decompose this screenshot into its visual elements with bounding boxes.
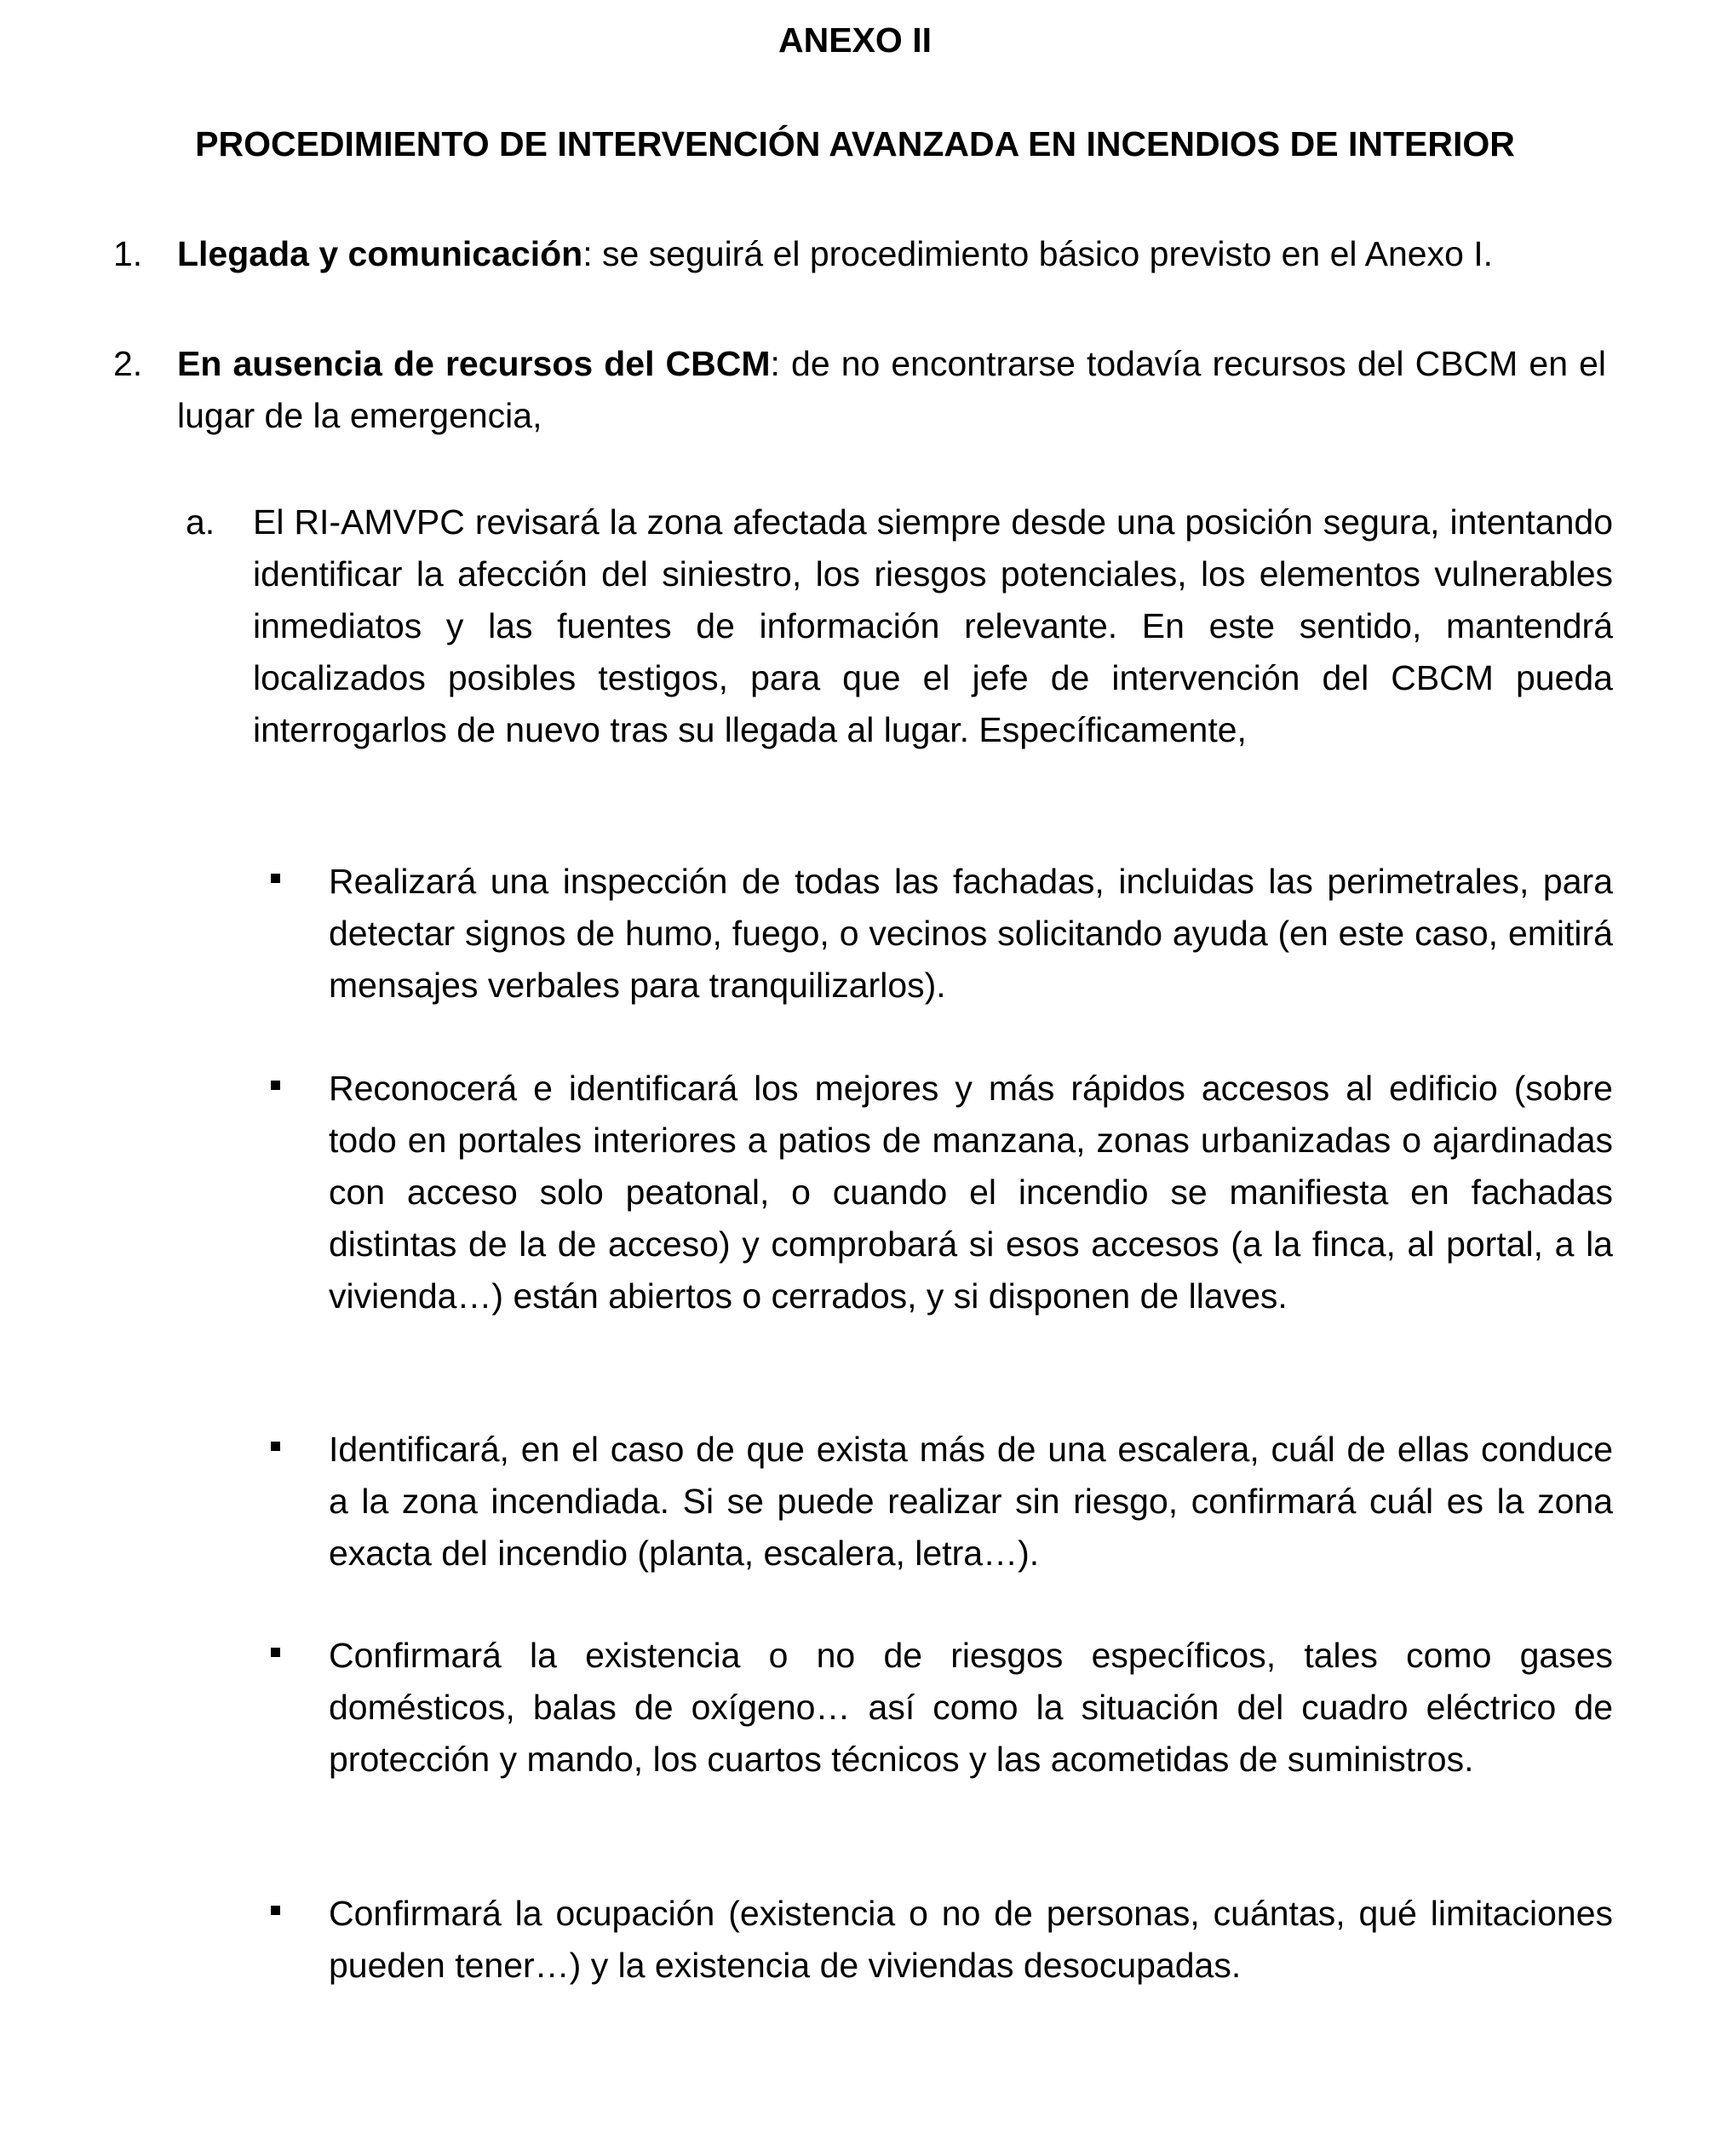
item-1-label: Llegada y comunicación: [177, 234, 583, 273]
annex-title: ANEXO II: [778, 20, 932, 60]
bullet-item-4: Confirmará la existencia o no de riesgos específicos, tales como gases domésticos, balas de oxígeno… así como la situación del cuadro eléctrico de protección y mando, los cuartos técnicos y las acometidas de suministros.: [329, 1636, 1613, 1779]
bullet-square-icon: [271, 1648, 280, 1657]
item-2-number: 2.: [113, 344, 143, 383]
bullet-square-icon: [271, 1442, 280, 1451]
bullet-square-icon: [271, 1081, 280, 1090]
bullet-item-2: Reconocerá e identificará los mejores y más rápidos accesos al edificio (sobre todo en portales interiores a patios de manzana, zonas urbanizadas o ajardinadas con acceso solo peatonal, o cuando el incendio se manifiesta en fachadas distintas de la de acceso) y comprobará si esos accesos (a la finca, al portal, a la vivienda…) están abiertos o cerrados, y si disponen de llaves.: [329, 1069, 1613, 1316]
bullet-item-1: Realizará una inspección de todas las fachadas, incluidas las perimetrales, para detectar signos de humo, fuego, o vecinos solicitando ayuda (en este caso, emitirá mensajes verbales para tranquilizarlos).: [329, 862, 1613, 1005]
subitem-a-letter: a.: [186, 502, 215, 542]
item-2-paragraph: [177, 338, 1606, 442]
bullet-square-icon: [271, 1906, 280, 1915]
bullet-item-3: Identificará, en el caso de que exista más de una escalera, cuál de ellas conduce a la zona incendiada. Si se puede realizar sin riesgo, confirmará cuál es la zona exacta del incendio (planta, escalera, letra…).: [329, 1430, 1613, 1573]
item-2-label: En ausencia de recursos del CBCM: [177, 344, 771, 383]
subitem-a-text: El RI-AMVPC revisará la zona afectada siempre desde una posición segura, intentando identificar la afección del siniestro, los riesgos potenciales, los elementos vulnerables inmediatos y las fuentes de información relevante. En este sentido, mantendrá localizados posibles testigos, para que el jefe de intervención del CBCM pueda interrogarlos de nuevo tras su llegada al lugar. Específicamente,: [253, 502, 1613, 749]
bullet-square-icon: [271, 874, 280, 883]
bullet-item-5: Confirmará la ocupación (existencia o no de personas, cuántas, qué limitaciones pueden tener…) y la existencia de viviendas desocupadas.: [329, 1894, 1613, 1985]
item-1-text: : se seguirá el procedimiento básico previsto en el Anexo I.: [582, 234, 1494, 273]
item-2-text: : de no encontrarse todavía recursos del CBCM en el lugar de la emergencia,: [177, 344, 1606, 435]
item-1-number: 1.: [113, 234, 143, 273]
document-title: PROCEDIMIENTO DE INTERVENCIÓN AVANZADA EN INCENDIOS DE INTERIOR: [195, 124, 1515, 163]
item-1-paragraph: [177, 228, 1693, 280]
